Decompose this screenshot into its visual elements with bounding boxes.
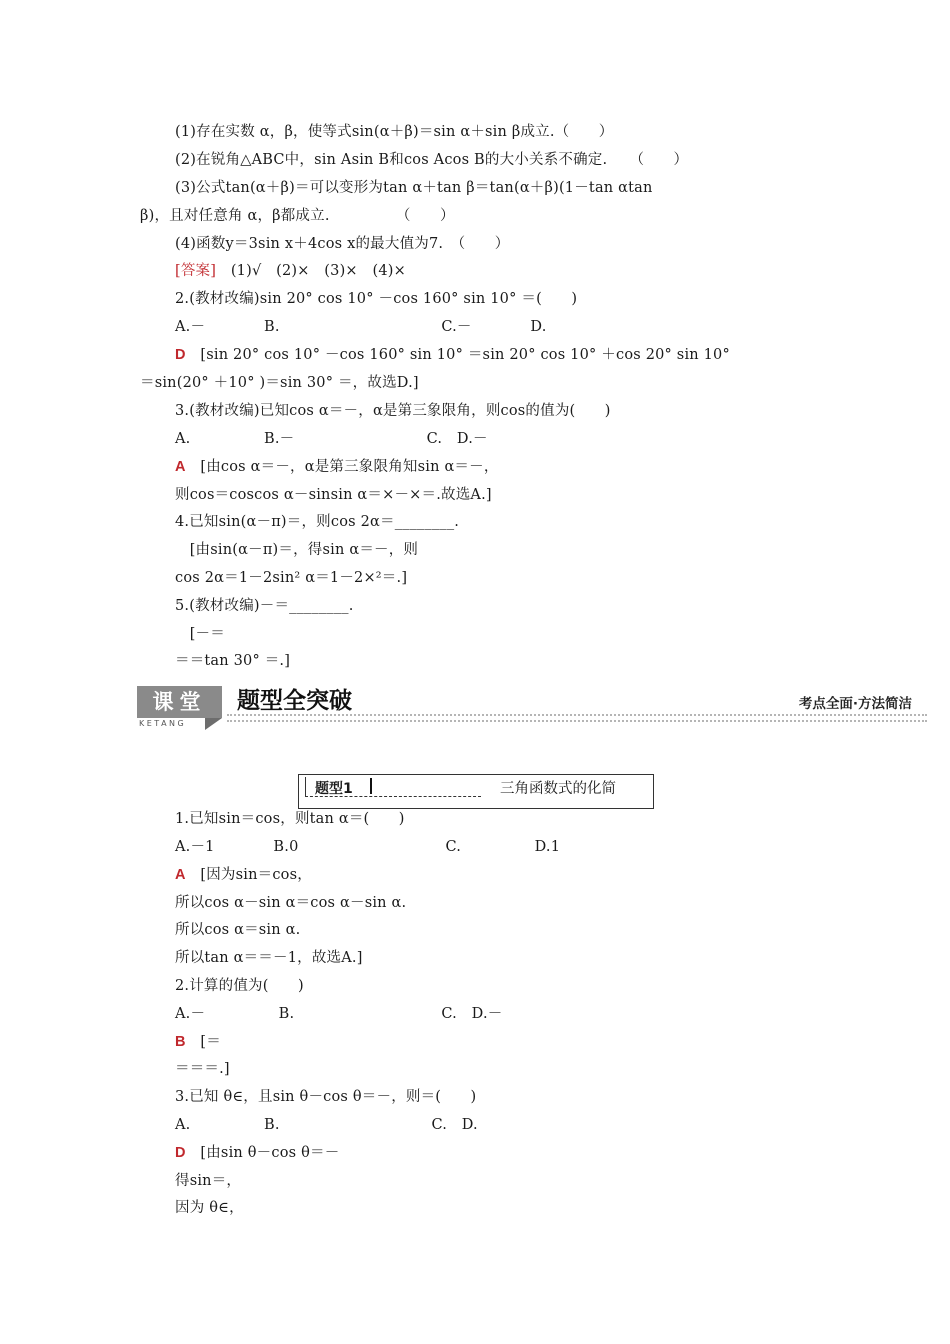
text-line <box>175 837 560 857</box>
text-line <box>175 150 688 170</box>
text-line <box>175 809 405 829</box>
answer-letter: D <box>175 347 186 363</box>
text-line <box>175 1143 339 1163</box>
line-text: (4)函数y＝3sin x＋4cos x的最大值为7. （ ） <box>175 236 510 252</box>
text-line <box>175 624 225 644</box>
line-text: 所以tan α＝＝－1，故选A.] <box>175 950 363 966</box>
line-text: A. B. C. D. <box>175 1117 478 1133</box>
line-text: 因为 θ∈， <box>175 1200 244 1216</box>
line-text: [＝ <box>185 1034 221 1050</box>
text-line <box>175 122 613 142</box>
line-text: ＝sin(20° ＋10° )＝sin 30° ＝，故选D.] <box>140 375 419 391</box>
section-subtitle: 考点全面·方法简洁 <box>798 696 912 712</box>
text-line <box>175 651 290 671</box>
topic-header-box <box>298 774 654 809</box>
text-line <box>175 540 418 560</box>
text-line <box>175 1198 244 1218</box>
line-text: β)，且对任意角 α，β都成立. （ ） <box>140 208 455 224</box>
line-text: A.－1 B.0 C. D.1 <box>175 839 561 855</box>
section-banner <box>137 686 927 732</box>
line-text: A.－ B. C.－ D. <box>175 319 547 335</box>
text-line <box>175 976 304 996</box>
line-text: 所以cos α－sin α＝cos α－sin α. <box>175 895 407 911</box>
text-line <box>140 206 455 226</box>
text-line <box>175 289 577 309</box>
text-line <box>175 261 406 281</box>
line-text: (2)在锐角△ABC中，sin Asin B和cos Acos B的大小关系不确定. （ ） <box>175 152 689 168</box>
text-line <box>175 234 509 254</box>
section-title: 题型全突破 <box>237 688 352 714</box>
line-text: [因为sin＝cos， <box>185 867 312 883</box>
line-text: 所以cos α＝sin α. <box>175 922 301 938</box>
text-line <box>175 1087 476 1107</box>
text-line <box>175 512 459 532</box>
text-line <box>175 893 406 913</box>
line-text: 2.计算的值为( ) <box>175 978 304 994</box>
text-line <box>140 373 419 393</box>
line-text: 5.(教材改编)－＝________. <box>175 598 354 614</box>
topic-label-bar <box>370 778 372 794</box>
text-line <box>175 429 488 449</box>
line-text: cos 2α＝1－2sin² α＝1－2×²＝.] <box>175 570 408 586</box>
answer-tag: [答案] <box>175 263 217 279</box>
text-line <box>175 1115 478 1135</box>
line-text: 得sin＝， <box>175 1173 242 1189</box>
line-text: [由cos α＝－，α是第三象限角知sin α＝－， <box>185 459 499 475</box>
topic-title: 三角函数式的化简 <box>500 781 616 797</box>
line-text: [由sin θ－cos θ＝－ <box>185 1145 340 1161</box>
text-line <box>175 568 407 588</box>
text-line <box>175 1171 241 1191</box>
line-text: [sin 20° cos 10° －cos 160° sin 10° ＝sin 20° cos 10° ＋cos 20° sin 10° <box>185 347 730 363</box>
line-text: 3.已知 θ∈，且sin θ－cos θ＝－，则＝( ) <box>175 1089 477 1105</box>
text-line <box>175 457 499 477</box>
line-text: (3)公式tan(α＋β)＝可以变形为tan α＋tan β＝tan(α＋β)(1－tan αtan <box>175 180 653 196</box>
text-line <box>175 1059 230 1079</box>
topic-label-frame <box>305 777 481 797</box>
answer-letter: A <box>175 459 186 475</box>
text-line <box>175 345 730 365</box>
line-text: 则cos＝coscos α－sinsin α＝×－×＝.故选A.] <box>175 487 492 503</box>
topic-label: 题型1 <box>315 781 353 797</box>
section-badge-subtitle: KETANG <box>139 719 187 728</box>
badge-tail-shape <box>205 718 222 730</box>
line-text: A. B.－ C. D.－ <box>175 431 488 447</box>
answer-letter: B <box>175 1034 186 1050</box>
line-text: 4.已知sin(α－π)＝，则cos 2α＝________. <box>175 514 460 530</box>
line-text: (1)√ (2)× (3)× (4)× <box>216 263 406 279</box>
text-line <box>175 178 653 198</box>
text-line <box>175 317 547 337</box>
line-text: [由sin(α－π)＝，得sin α＝－，则 <box>175 542 419 558</box>
line-text: 1.已知sin＝cos，则tan α＝( ) <box>175 811 405 827</box>
line-text: 3.(教材改编)已知cos α＝－，α是第三象限角，则cos的值为( ) <box>175 403 611 419</box>
text-line <box>175 596 354 616</box>
section-badge: 课堂 <box>137 686 222 718</box>
line-text: A.－ B. C. D.－ <box>175 1006 503 1022</box>
answer-letter: A <box>175 867 186 883</box>
line-text: ＝＝＝.] <box>175 1061 230 1077</box>
text-line <box>175 1004 502 1024</box>
line-text: 2.(教材改编)sin 20° cos 10° －cos 160° sin 10° ＝( ) <box>175 291 578 307</box>
text-line <box>175 485 492 505</box>
text-line <box>175 865 312 885</box>
line-text: [－＝ <box>175 626 225 642</box>
line-text: ＝＝tan 30° ＝.] <box>175 653 291 669</box>
text-line <box>175 1032 221 1052</box>
text-line <box>175 920 300 940</box>
text-line <box>175 948 363 968</box>
text-line <box>175 401 611 421</box>
line-text: (1)存在实数 α，β，使等式sin(α＋β)＝sin α＋sin β成立.（ ） <box>175 124 614 140</box>
answer-letter: D <box>175 1145 186 1161</box>
